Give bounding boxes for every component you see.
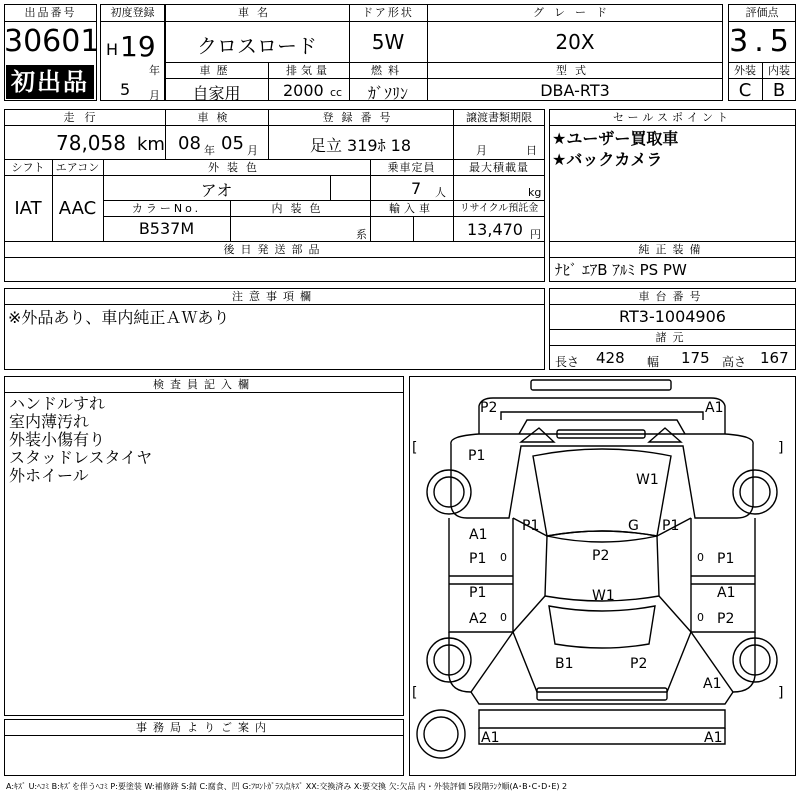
transfer-day-unit: 日: [526, 144, 537, 157]
equipment-label: 純正装備: [638, 243, 707, 256]
registration-era: H: [106, 40, 119, 59]
transfer-month-unit: 月: [476, 144, 487, 157]
interior-color-label: 内装色: [271, 202, 329, 215]
dims-label: 諸元: [655, 331, 690, 344]
mark-front-door-left-1: A1: [469, 527, 488, 543]
exterior-grade: C: [738, 80, 752, 101]
fuel-label: 燃料: [371, 64, 405, 77]
aircon-label: エアコン: [55, 161, 100, 174]
displacement-unit: cc: [330, 86, 343, 99]
model-label: 型式: [556, 64, 594, 77]
equipment: ﾅﾋﾞ ｴｱB ｱﾙﾐ PS PW: [555, 261, 687, 279]
score-label: 評価点: [745, 6, 779, 19]
inspection-month: 05: [221, 133, 244, 154]
mark-hood-left: P1: [468, 448, 486, 464]
chassis-number: RT3-1004906: [619, 307, 726, 326]
max-load-unit: kg: [528, 186, 542, 199]
notes-label: 注意事項欄: [232, 290, 317, 303]
exterior-color-label: 外装色: [208, 161, 265, 174]
office-label: 事務局よりご案内: [136, 721, 272, 734]
inspector-line-2: 室内薄汚れ: [9, 412, 90, 431]
width-value: 175: [681, 349, 710, 367]
registration-month: 5: [120, 80, 131, 99]
history: 自家用: [192, 84, 241, 103]
year-unit: 年: [149, 64, 160, 77]
mark-hood-center: W1: [636, 472, 659, 488]
inspector-line-1: ハンドルすれ: [9, 394, 106, 413]
mark-rear-door-right-2: P2: [717, 611, 735, 627]
recycle-deposit: 13,470: [467, 220, 523, 239]
inspector-label: 検査員記入欄: [153, 378, 255, 391]
month-unit: 月: [149, 89, 160, 102]
mark-rear-door-right-1: A1: [717, 585, 736, 601]
recycle-deposit-label: リサイクル預託金: [459, 203, 539, 214]
mark-zero-left-1: 0: [500, 551, 507, 564]
first-listing-badge: 初出品: [6, 65, 94, 99]
mark-zero-right-2: 0: [697, 611, 704, 624]
mileage-unit: km: [137, 134, 165, 155]
sales-point-1: ★ユーザー買取車: [552, 129, 679, 148]
mark-front-door-right: P1: [717, 551, 735, 567]
registration-number: 足立 319ﾎ 18: [309, 136, 412, 155]
mark-rear-right: P2: [630, 656, 648, 672]
notes-text: ※外品あり、車内純正ＡＷあり: [8, 308, 230, 327]
registration-number-label: 登録番号: [322, 111, 399, 124]
capacity: 7: [411, 179, 422, 198]
lot-number: 30601: [4, 24, 100, 59]
transfer-deadline-label: 譲渡書類期限: [466, 111, 532, 124]
length-label: 長さ: [555, 355, 580, 369]
car-name: クロスロード: [197, 34, 317, 58]
inspection-year-unit: 年: [204, 144, 215, 157]
mark-rear-door-left-1: P1: [469, 585, 487, 601]
inspection-year: 08: [178, 133, 201, 154]
mark-front-left: P2: [480, 400, 498, 416]
bracket-right-rear: ]: [778, 685, 784, 701]
color-number: B537M: [138, 219, 195, 238]
aircon: AAC: [58, 198, 97, 219]
legend: A:ｷｽﾞ U:ﾍｺﾐ B:ｷｽﾞを伴うﾍｺﾐ P:要塗装 W:補修跡 S:錆 C:腐食、凹 G:ﾌﾛﾝﾄｶﾞﾗｽ点ｷｽﾞ XX:交換済み X:要交換 欠:欠品 内・外装評価 5段階ﾗﾝｸ順(A･B･C･D･E) 2: [6, 782, 568, 791]
mark-pillar-right: P1: [662, 518, 680, 534]
door-type-label: ドア形状: [362, 6, 414, 19]
mark-bumper-right: A1: [704, 730, 723, 746]
car-diagram: [409, 376, 796, 776]
bracket-left-rear: [: [412, 685, 418, 701]
car-name-label: 車名: [238, 6, 276, 19]
shift: IAT: [14, 198, 42, 219]
exterior-label: 外装: [734, 64, 756, 77]
interior-color-unit: 系: [356, 228, 367, 241]
first-registration-label: 初度登録: [110, 6, 155, 19]
mark-rear-fender-right: A1: [703, 676, 722, 692]
color-number-label: カラーNo.: [131, 202, 202, 215]
mark-roof: P2: [592, 548, 610, 564]
interior-label: 内装: [768, 64, 790, 77]
bracket-left-front: [: [412, 440, 418, 456]
mileage: 78,058: [56, 131, 126, 155]
mark-front-right: A1: [705, 400, 724, 416]
inspector-line-4: スタッドレスタイヤ: [9, 448, 153, 467]
lot-number-label: 出品番号: [24, 6, 77, 19]
mark-pillar-left: P1: [522, 518, 540, 534]
inspection-month-unit: 月: [247, 144, 258, 157]
mark-front-door-left-2: P1: [469, 551, 487, 567]
displacement-label: 排気量: [286, 64, 331, 77]
mark-rear-door-left-2: A2: [469, 611, 488, 627]
capacity-label: 乗車定員: [387, 161, 436, 174]
shift-label: シフト: [11, 161, 45, 174]
width-label: 幅: [647, 355, 660, 369]
chassis-label: 車台番号: [638, 290, 707, 303]
grade-label: グレード: [533, 6, 617, 19]
mark-bumper-left: A1: [481, 730, 500, 746]
capacity-unit: 人: [435, 186, 446, 199]
import-label: 輸入車: [389, 202, 434, 215]
mark-zero-left-2: 0: [500, 611, 507, 624]
history-label: 車歴: [199, 64, 234, 77]
mark-glass: G: [628, 518, 639, 534]
height-value: 167: [760, 349, 789, 367]
mark-roof-2: W1: [592, 588, 615, 604]
mark-zero-right-1: 0: [697, 551, 704, 564]
score: 3.5: [729, 24, 795, 59]
sales-point-2: ★バックカメラ: [552, 150, 663, 169]
mark-rear-left: B1: [555, 656, 574, 672]
bracket-right-front: ]: [778, 440, 784, 456]
inspection-label: 車検: [197, 111, 236, 124]
exterior-color: アオ: [200, 181, 233, 200]
interior-grade: B: [772, 80, 786, 101]
height-label: 高さ: [722, 355, 747, 369]
door-type: 5W: [371, 30, 405, 54]
inspector-line-5: 外ホイール: [9, 466, 89, 485]
sales-point-label: セールスポイント: [612, 111, 732, 124]
grade: 20X: [555, 30, 595, 54]
length-value: 428: [596, 349, 625, 367]
max-load-label: 最大積載量: [469, 161, 529, 174]
mileage-label: 走行: [63, 111, 106, 124]
model: DBA-RT3: [540, 81, 610, 100]
recycle-unit: 円: [530, 228, 541, 241]
later-parts-label: 後日発送部品: [223, 243, 326, 256]
inspector-line-3: 外装小傷有り: [9, 430, 106, 449]
registration-year: 19: [120, 30, 156, 63]
fuel: ｶﾞｿﾘﾝ: [367, 84, 408, 103]
displacement: 2000: [283, 81, 324, 100]
